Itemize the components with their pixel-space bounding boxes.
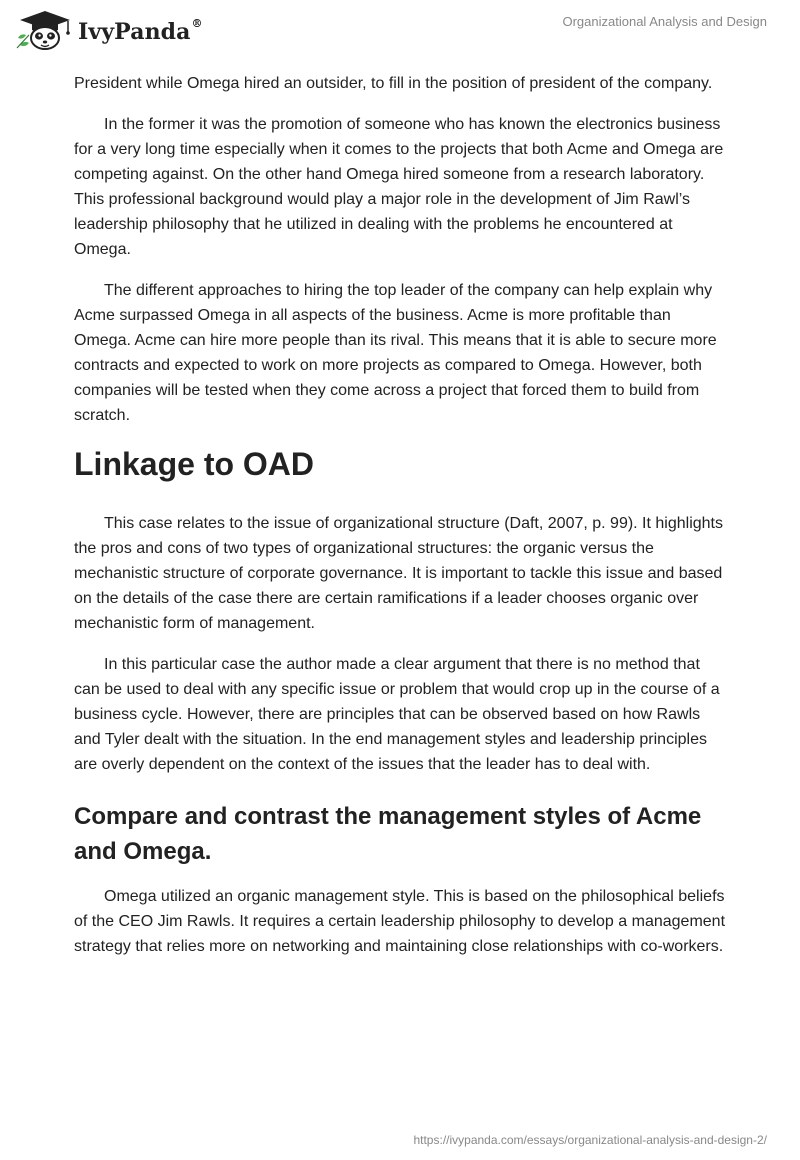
brand-name[interactable]: IvyPanda®	[78, 17, 203, 45]
article-body	[74, 71, 726, 975]
page-header	[0, 0, 800, 64]
section-heading-linkage: Linkage to OAD	[74, 446, 315, 482]
paragraph: In this particular case the author made a clear argument that there is no method that can be used to deal with any specific issue or problem that would crop up in the course of a business cycle. However, there are principles that can be observed based on how Rawls and Tyler dealt with the situation. In the end management styles and leadership principles are overly dependent on the context of the issues that the leader has to deal with.	[74, 656, 720, 773]
paragraph: President while Omega hired an outsider, to fill in the position of president of the company.	[74, 75, 713, 92]
paragraph: Omega utilized an organic management style. This is based on the philosophical beliefs of the CEO Jim Rawls. It requires a certain leadership philosophy to develop a management strategy that relies more on networking and maintaining close relationships with co-workers.	[74, 888, 726, 955]
section-heading-compare: Compare and contrast the management styles of Acme and Omega.	[74, 803, 702, 865]
source-url[interactable]: https://ivypanda.com/essays/organizational-analysis-and-design-2/	[413, 1133, 767, 1147]
document-title: Organizational Analysis and Design	[562, 14, 767, 29]
paragraph: In the former it was the promotion of someone who has known the electronics business for a very long time especially when it comes to the projects that both Acme and Omega are competing against. On the other hand Omega hired someone from a research laboratory. This professional background would play a major role in the development of Jim Rawl’s leadership philosophy that he utilized in dealing with the problems he encountered at Omega.	[74, 116, 724, 258]
paragraph: The different approaches to hiring the top leader of the company can help explain why Acme surpassed Omega in all aspects of the business. Acme is more profitable than Omega. Acme can hire more people than its rival. This means that it is able to secure more contracts and expected to work on more projects as compared to Omega. However, both companies will be tested when they come across a project that forced them to build from scratch.	[74, 282, 717, 424]
paragraph: This case relates to the issue of organizational structure (Daft, 2007, p. 99). It highlights the pros and cons of two types of organizational structures: the organic versus the mechanistic structure of corporate governance. It is important to tackle this issue and based on the details of the case there are certain ramifications if a leader chooses organic over mechanistic form of management.	[74, 515, 723, 632]
panda-logo-icon[interactable]	[14, 10, 76, 50]
